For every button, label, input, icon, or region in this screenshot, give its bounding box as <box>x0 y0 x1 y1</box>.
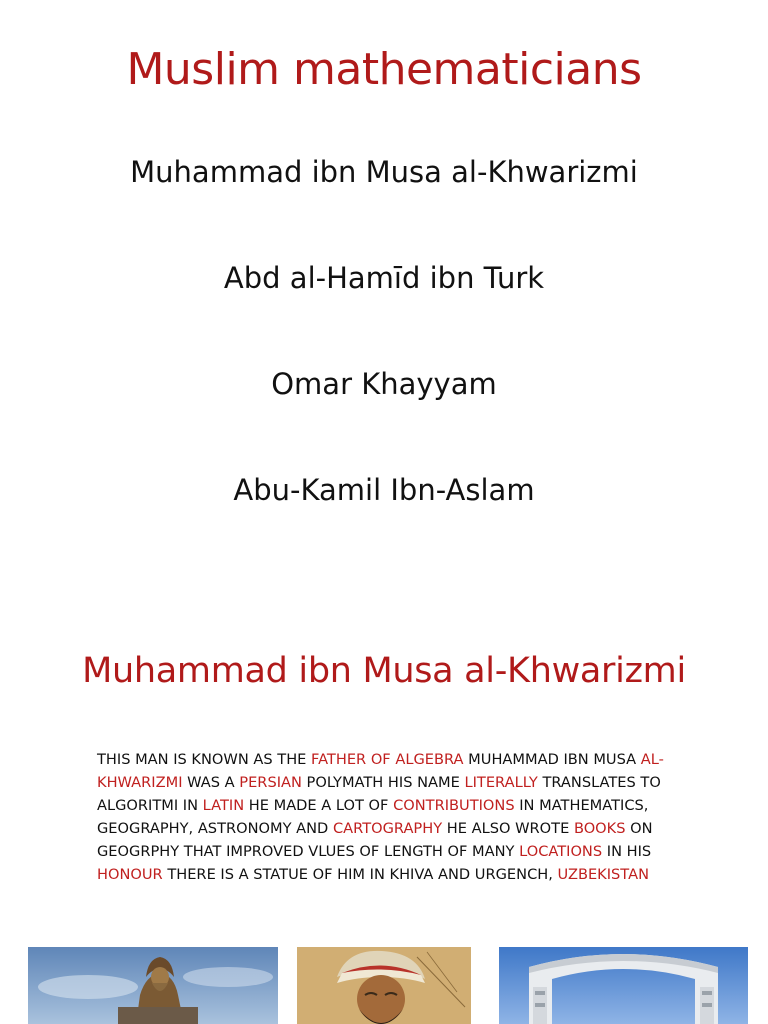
highlighted-term: HONOUR <box>97 866 163 883</box>
body-text-segment: THIS MAN IS KNOWN AS THE <box>97 751 312 768</box>
highlighted-term: UZBEKISTAN <box>557 866 649 883</box>
body-text-segment: THERE IS A STATUE OF HIM IN KHIVA AND URGENCH, <box>162 866 558 883</box>
body-text-segment: POLYMATH HIS NAME <box>301 774 465 791</box>
mathematician-list <box>0 150 768 574</box>
list-item: Omar Khayyam <box>271 367 497 401</box>
body-text-segment: WAS A <box>182 774 240 791</box>
body-text-segment: HE ALSO WROTE <box>442 820 574 837</box>
body-text-segment: IN MATHEMATICS, GEOGRAPHY, ASTRONOMY AND <box>97 797 649 837</box>
body-text-segment: TRANSLATES TO ALGORITMI IN <box>97 774 661 814</box>
portrait-photo <box>297 947 471 1024</box>
list-item: Muhammad ibn Musa al-Khwarizmi <box>130 155 638 189</box>
monument-photo <box>499 947 748 1024</box>
body-text-segment: IN HIS <box>602 843 652 860</box>
highlighted-term: PERSIAN <box>239 774 302 791</box>
highlighted-term: LOCATIONS <box>519 843 603 860</box>
list-item: Abu-Kamil Ibn-Aslam <box>233 473 535 507</box>
statue-photo <box>28 947 278 1024</box>
highlighted-term: CARTOGRAPHY <box>332 820 443 837</box>
highlighted-term: CONTRIBUTIONS <box>393 797 515 814</box>
highlighted-term: AL-KHWARIZMI <box>97 751 664 791</box>
page-title: Muslim mathematicians <box>126 44 642 95</box>
highlighted-term: LATIN <box>202 797 245 814</box>
body-text-segment: HE MADE A LOT OF <box>244 797 394 814</box>
highlighted-term: BOOKS <box>573 820 626 837</box>
highlighted-term: FATHER OF ALGEBRA <box>311 751 464 768</box>
biography-paragraph <box>97 748 697 886</box>
section-title: Muhammad ibn Musa al-Khwarizmi <box>82 651 686 691</box>
highlighted-term: LITERALLY <box>464 774 538 791</box>
body-text-segment: ON GEOGRPHY THAT IMPROVED VLUES OF LENGTH OF MANY <box>97 820 653 860</box>
list-item: Abd al-Hamīd ibn Turk <box>223 261 545 295</box>
body-text-segment: MUHAMMAD IBN MUSA <box>463 751 641 768</box>
